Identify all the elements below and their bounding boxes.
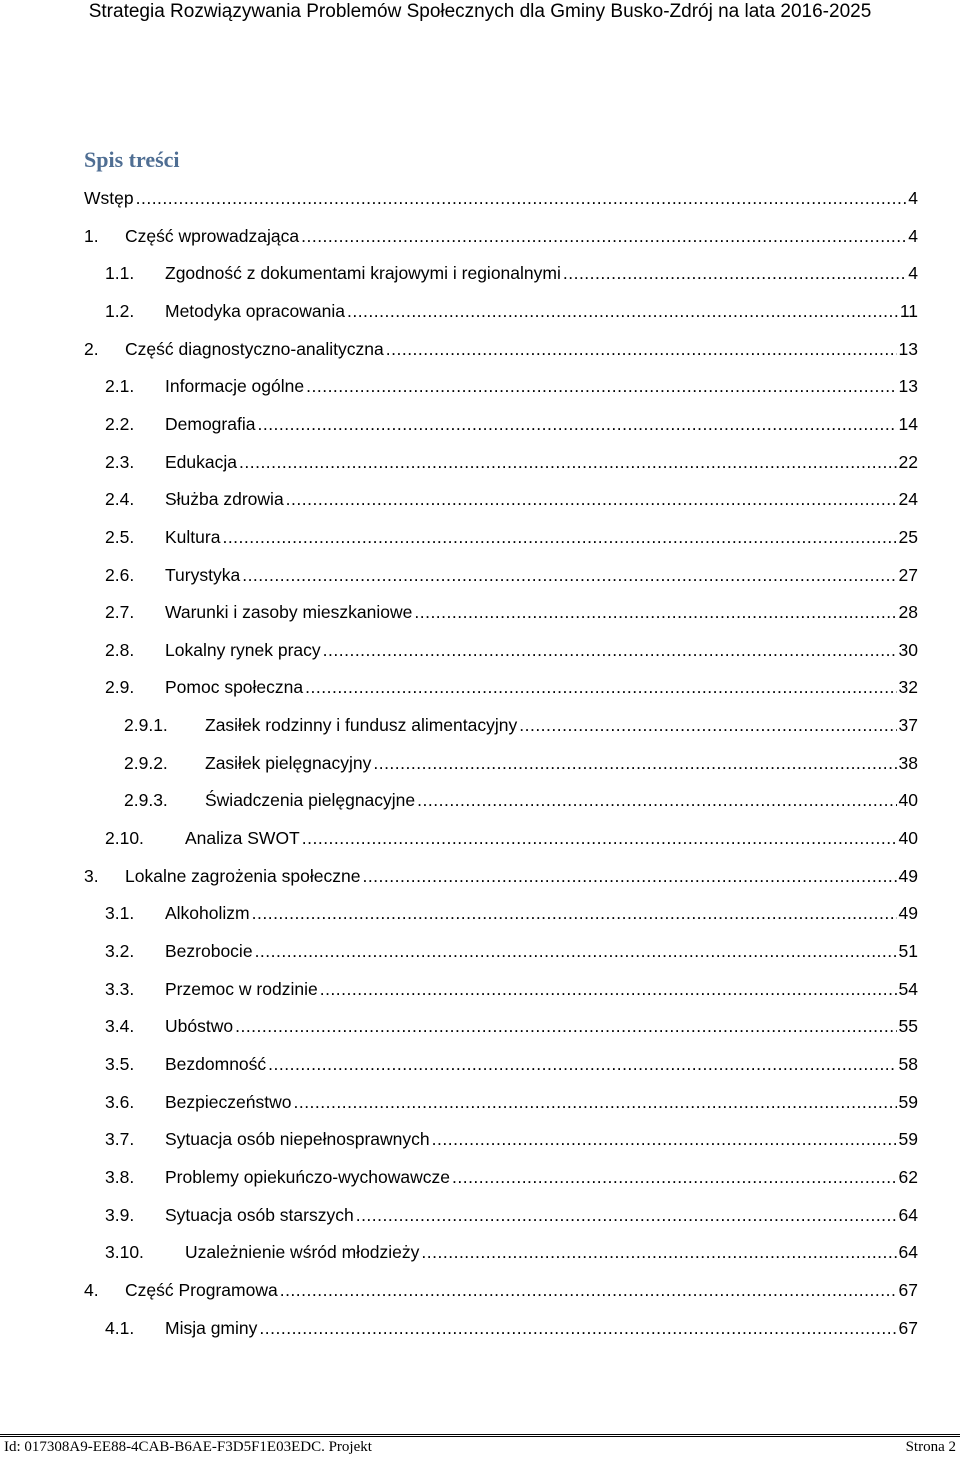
toc-title: Spis treści [84,147,180,172]
toc-entry-page: 37 [898,715,918,735]
toc-entry-title: Informacje ogólne [165,376,305,396]
toc-entry-title: Analiza SWOT [185,828,300,848]
toc-entry-page: 64 [898,1205,918,1225]
toc-entry-number: 3. [84,866,99,886]
toc-entry[interactable] [84,1318,918,1346]
toc-entry[interactable] [84,414,918,442]
toc-entry[interactable] [84,979,918,1007]
toc-dot-leader [386,339,897,360]
toc-dot-leader [255,941,897,962]
toc-entry-page: 67 [898,1280,918,1300]
toc-entry-title: Służba zdrowia [165,489,284,509]
toc-entry[interactable] [84,640,918,668]
toc-entry-number: 1.1. [105,263,135,283]
toc-entry[interactable] [84,602,918,630]
toc-entry[interactable] [84,489,918,517]
toc-entry-title: Lokalne zagrożenia społeczne [125,866,361,886]
toc-entry[interactable] [84,263,918,291]
toc-entry-page: 40 [898,828,918,848]
header-title: Strategia Rozwiązywania Problemów Społecznych dla Gminy Busko-Zdrój na lata 2016-2025 [88,1,872,22]
toc-entry-page: 49 [898,903,918,923]
toc-entry[interactable] [84,1092,918,1120]
toc-entry-page: 30 [898,640,918,660]
toc-entry[interactable] [84,1016,918,1044]
toc-entry-number: 2. [84,339,99,359]
toc-entry-number: 1.2. [105,301,135,321]
toc-entry-number: 2.5. [105,527,135,547]
toc-entry-number: 3.10. [105,1242,144,1262]
page-header [0,0,960,28]
toc-dot-leader [362,866,896,887]
toc-dot-leader [320,979,897,1000]
toc-entry-page: 13 [898,376,918,396]
toc-entry-page: 22 [898,452,918,472]
toc-entry-number: 2.3. [105,452,135,472]
toc-entry[interactable] [84,226,918,254]
toc-dot-leader [242,565,896,586]
toc-entry-title: Ubóstwo [165,1016,234,1036]
toc-entry-title: Świadczenia pielęgnacyjne [205,790,416,810]
toc-entry[interactable] [84,1280,918,1308]
toc-entry[interactable] [84,828,918,856]
toc-dot-leader [259,1318,896,1339]
toc-entry-page: 67 [898,1318,918,1338]
toc-entry-page: 28 [898,602,918,622]
toc-entry-number: 3.9. [105,1205,135,1225]
toc-entry-number: 4. [84,1280,99,1300]
toc-entry-title: Zasiłek rodzinny i fundusz alimentacyjny [205,715,518,735]
toc-dot-leader [280,1280,897,1301]
toc-entry[interactable] [84,1054,918,1082]
toc-entry[interactable] [84,376,918,404]
toc-entry-number: 3.7. [105,1129,135,1149]
toc-entry[interactable] [84,1167,918,1195]
toc-entry-number: 3.5. [105,1054,135,1074]
toc-entry[interactable] [84,188,918,216]
toc-entry-title: Część diagnostyczno-analityczna [125,339,384,359]
toc-entry-number: 2.9. [105,677,135,697]
toc-entry-title: Demografia [165,414,256,434]
toc-dot-leader [257,414,896,435]
toc-dot-leader [286,489,897,510]
toc-entry-page: 51 [898,941,918,961]
toc-entry[interactable] [84,1205,918,1233]
toc-entry-title: Zasiłek pielęgnacyjny [205,753,372,773]
toc-entry-number: 1. [84,226,99,246]
toc-entry-number: 3.1. [105,903,135,923]
toc-entry[interactable] [84,941,918,969]
toc-entry[interactable] [84,715,918,743]
toc-entry-number: 3.6. [105,1092,135,1112]
toc-entry-number: 2.9.1. [124,715,168,735]
toc-entry-page: 11 [899,301,918,321]
toc-entry-title: Alkoholizm [165,903,250,923]
toc-entry-title: Edukacja [165,452,237,472]
toc-dot-leader [373,753,896,774]
toc-dot-leader [421,1242,896,1263]
toc-dot-leader [268,1054,896,1075]
toc-entry-number: 4.1. [105,1318,135,1338]
toc-entry-title: Pomoc społeczna [165,677,304,697]
toc-entry-page: 4 [908,226,918,246]
toc-dot-leader [293,1092,896,1113]
toc-entry-number: 3.4. [105,1016,135,1036]
toc-entry[interactable] [84,1242,918,1270]
toc-entry-number: 2.6. [105,565,135,585]
toc-entry-title: Sytuacja osób starszych [165,1205,354,1225]
toc-entry[interactable] [84,903,918,931]
toc-entry-page: 25 [898,527,918,547]
toc-entry-number: 2.8. [105,640,135,660]
toc-entry-page: 59 [898,1129,918,1149]
toc-entry-title: Wstęp [84,188,134,208]
toc-entry-page: 13 [898,339,918,359]
toc-entry-page: 4 [908,188,918,208]
toc-entry[interactable] [84,301,918,329]
toc-entry-page: 64 [898,1242,918,1262]
toc-dot-leader [347,301,898,322]
toc-entry-page: 62 [898,1167,918,1187]
toc-entry-number: 3.3. [105,979,135,999]
toc-entry[interactable] [84,452,918,480]
toc-entry-title: Bezrobocie [165,941,253,961]
page-number: Strona 2 [905,1439,956,1455]
toc-entry[interactable] [84,527,918,555]
toc-entry-page: 27 [898,565,918,585]
toc-dot-leader [252,903,897,924]
page-footer [0,1437,960,1457]
toc-entry-title: Lokalny rynek pracy [165,640,321,660]
toc-entry-title: Bezdomność [165,1054,267,1074]
toc-entry-title: Sytuacja osób niepełnosprawnych [165,1129,430,1149]
toc-dot-leader [302,828,897,849]
toc-entry-page: 38 [898,753,918,773]
toc-entry[interactable] [84,677,918,705]
toc-entry-page: 59 [898,1092,918,1112]
toc-entry-number: 2.9.2. [124,753,168,773]
toc-dot-leader [235,1016,896,1037]
toc-entry-title: Kultura [165,527,221,547]
toc-entry-title: Warunki i zasoby mieszkaniowe [165,602,413,622]
toc-entry-title: Część Programowa [125,1280,278,1300]
toc-dot-leader [417,790,896,811]
toc-entry[interactable] [84,339,918,367]
document-id: Id: 017308A9-EE88-4CAB-B6AE-F3D5F1E03EDC. Projekt [4,1439,372,1455]
toc-entry-page: 55 [898,1016,918,1036]
toc-entry-page: 24 [898,489,918,509]
toc-entry[interactable] [84,565,918,593]
toc-entry[interactable] [84,790,918,818]
toc-entry-number: 2.10. [105,828,144,848]
toc-entry-page: 32 [898,677,918,697]
toc-entry[interactable] [84,1129,918,1157]
toc-entry-number: 2.1. [105,376,135,396]
toc-entry-title: Misja gminy [165,1318,258,1338]
toc-dot-leader [305,677,896,698]
toc-entry-number: 2.4. [105,489,135,509]
toc-entry-page: 49 [898,866,918,886]
toc-dot-leader [136,188,907,209]
toc-entry-title: Uzależnienie wśród młodzieży [185,1242,420,1262]
toc-entry-title: Problemy opiekuńczo-wychowawcze [165,1167,450,1187]
toc-entry-title: Część wprowadzająca [125,226,300,246]
toc-entry-title: Bezpieczeństwo [165,1092,292,1112]
toc-entry-page: 40 [898,790,918,810]
toc-dot-leader [414,602,896,623]
toc-entry-number: 2.9.3. [124,790,168,810]
toc-dot-leader [452,1167,897,1188]
toc-entry-number: 3.8. [105,1167,135,1187]
toc-dot-leader [563,263,906,284]
toc-entry-title: Zgodność z dokumentami krajowymi i regionalnymi [165,263,561,283]
toc-entry-title: Turystyka [165,565,241,585]
toc-entry-title: Przemoc w rodzinie [165,979,318,999]
toc-entry[interactable] [84,866,918,894]
toc-dot-leader [239,452,897,473]
toc-dot-leader [323,640,897,661]
toc-entry-number: 3.2. [105,941,135,961]
toc-entry-page: 58 [898,1054,918,1074]
toc-dot-leader [432,1129,897,1150]
toc-entry-number: 2.7. [105,602,135,622]
toc-dot-leader [301,226,906,247]
toc-entry[interactable] [84,753,918,781]
toc-dot-leader [222,527,896,548]
toc-entry-page: 4 [908,263,918,283]
toc-dot-leader [306,376,896,397]
toc-entry-title: Metodyka opracowania [165,301,345,321]
toc-entry-page: 14 [898,414,918,434]
toc-dot-leader [356,1205,897,1226]
toc-entry-page: 54 [898,979,918,999]
toc-entry-number: 2.2. [105,414,135,434]
toc-dot-leader [519,715,896,736]
